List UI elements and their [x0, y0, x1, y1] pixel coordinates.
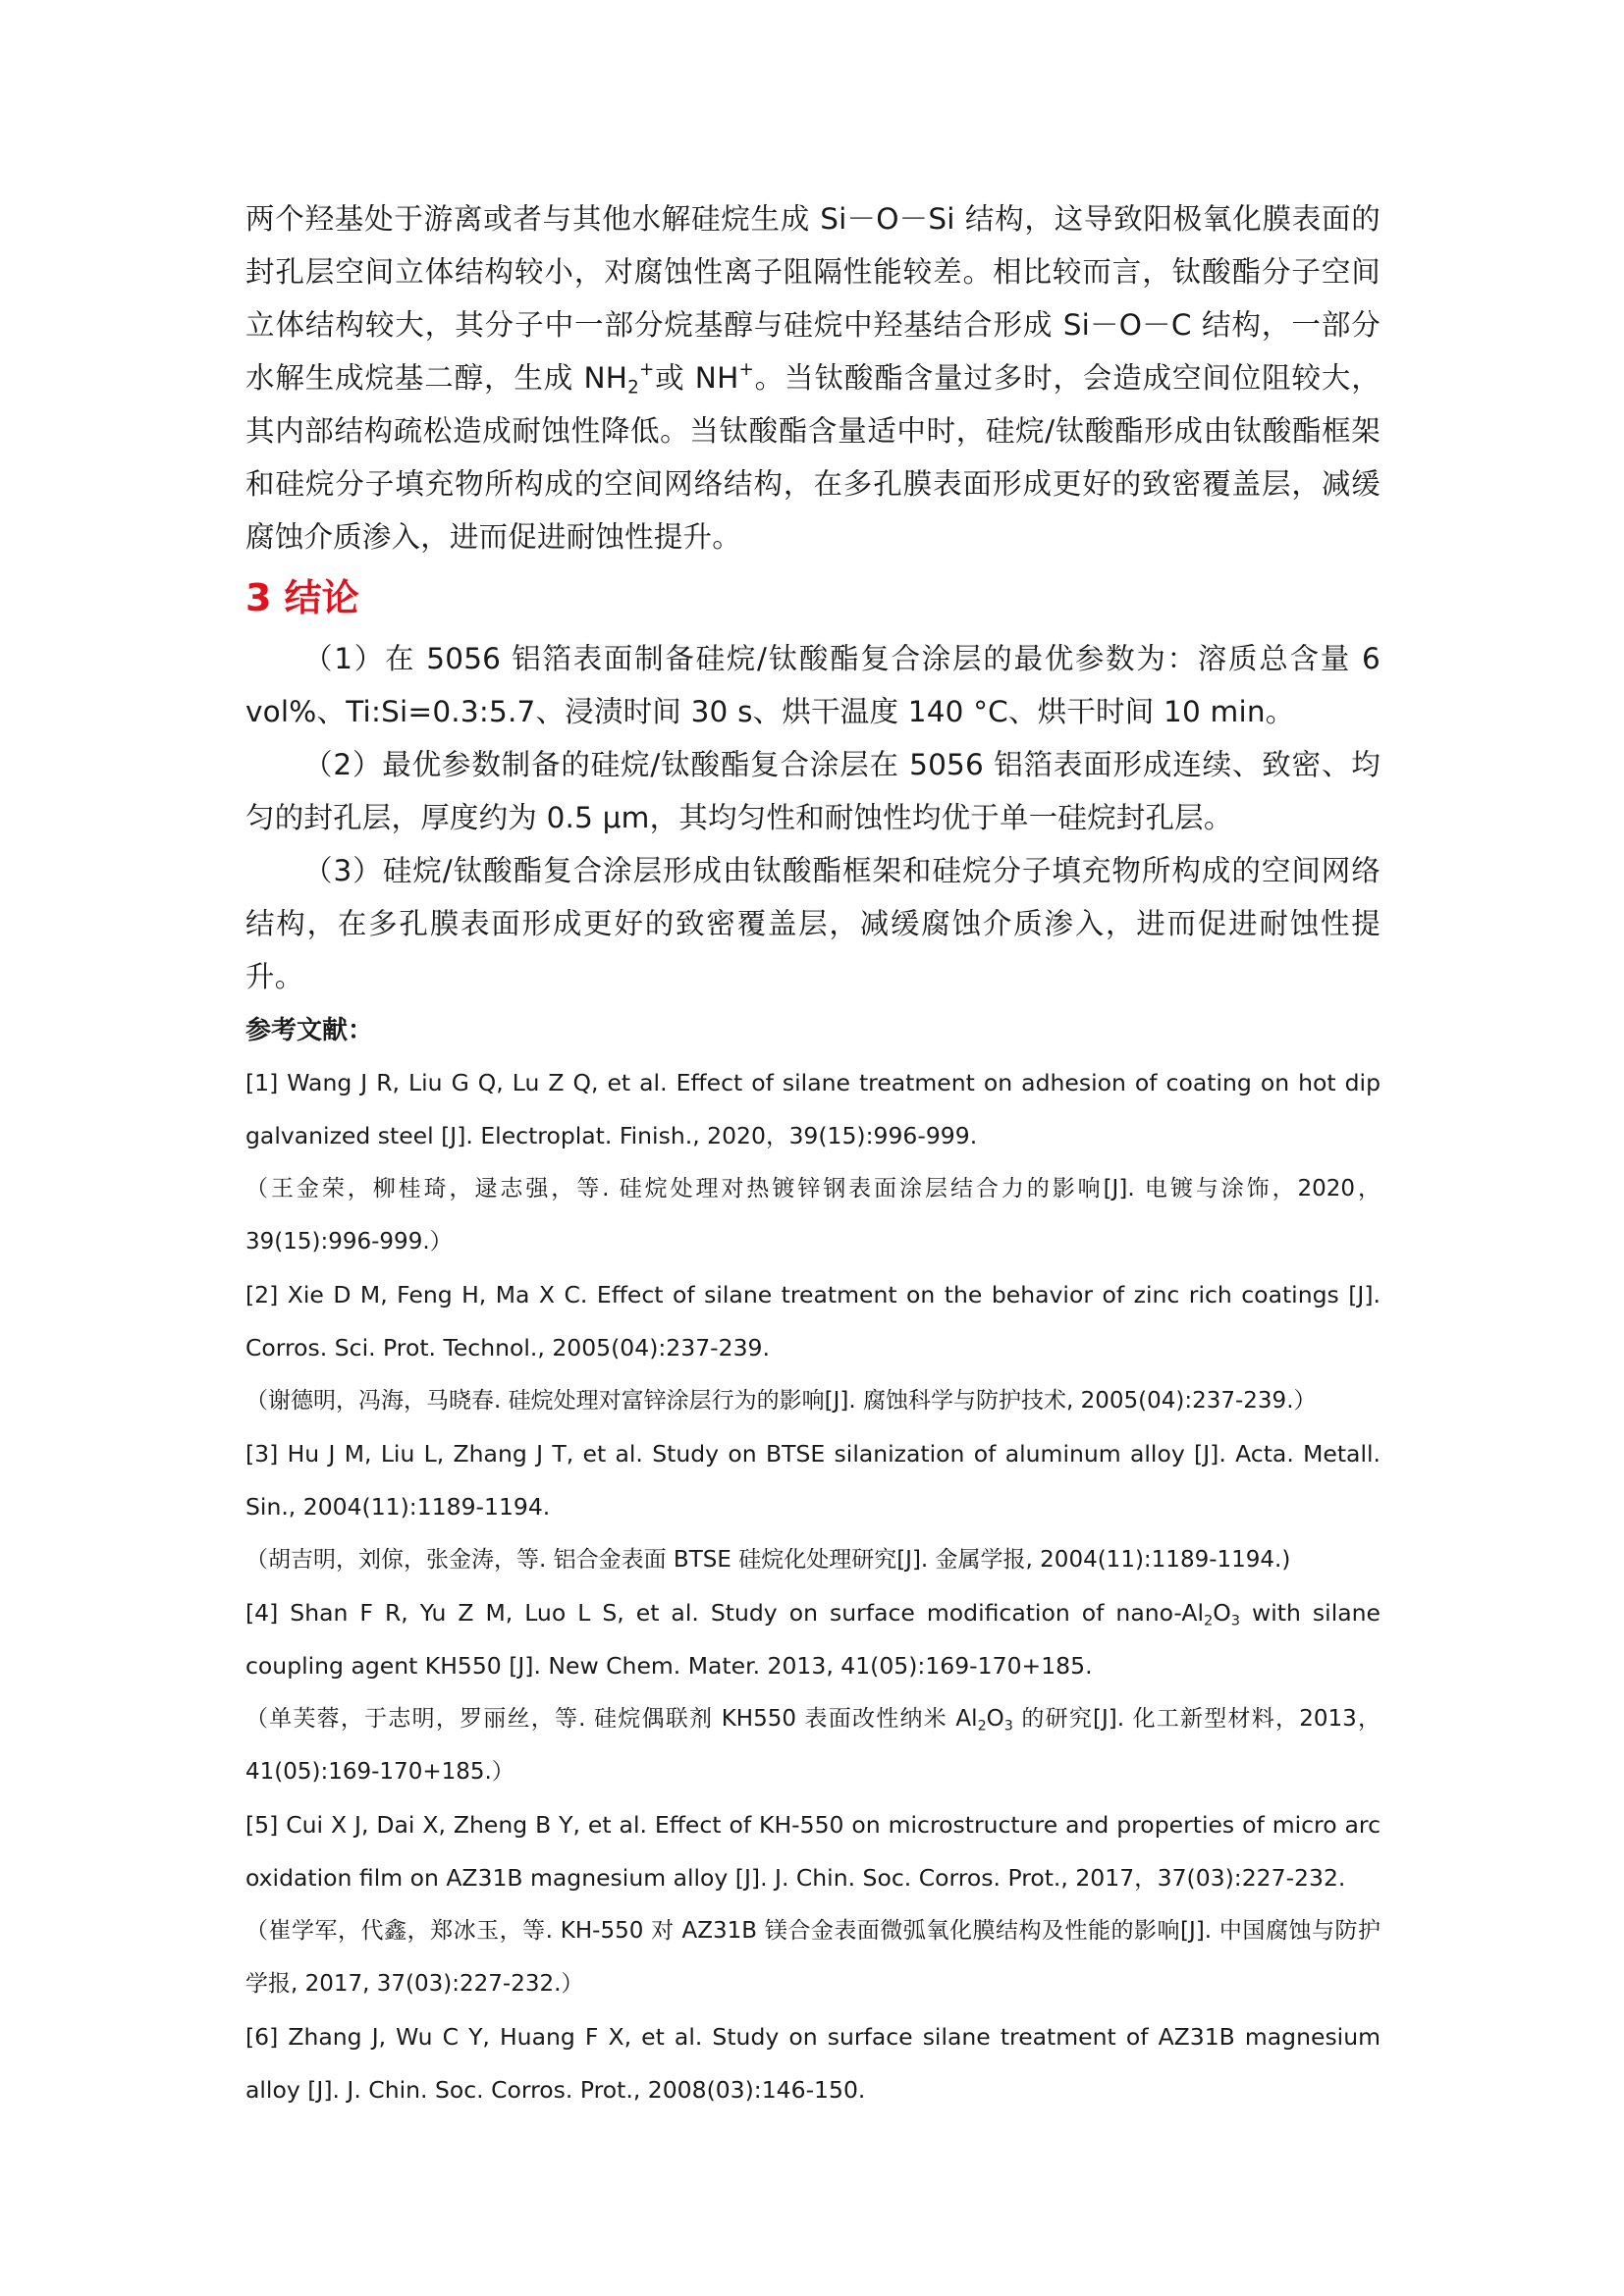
reference-2-en: [2] Xie D M, Feng H, Ma X C. Effect of silane treatment on the behavior of zinc rich coatings [J]. Corros. Sci. Prot. Technol., 2005(04):237-239.: [245, 1281, 1380, 1362]
paper-page: [245, 192, 1380, 2116]
reference-1-en: [1] Wang J R, Liu G Q, Lu Z Q, et al. Effect of silane treatment on adhesion of coating on hot dip galvanized steel [J]. Electroplat. Finish., 2020，39(15):996-999.: [245, 1069, 1380, 1149]
references-title: 参考文献：: [245, 1016, 374, 1045]
subscript: 2: [977, 1718, 987, 1735]
ref4-en-text-b: O: [1213, 1599, 1231, 1627]
conclusion-item-1: （1）在 5056 铝箔表面制备硅烷/钛酸酯复合涂层的最优参数为：溶质总含量 6 vol%、Ti:Si=0.3:5.7、浸渍时间 30 s、烘干温度 140 °C、烘干时间 10 min。: [245, 642, 1380, 728]
subscript: 3: [1230, 1612, 1241, 1629]
ref4-zh-text-c: 的研究[J]. 化工新型材料，2013，41(05):169-170+185.）: [245, 1706, 1380, 1785]
superscript: +: [738, 359, 754, 381]
reference-3-zh: （胡吉明，刘倞，张金涛，等. 铝合金表面 BTSE 硅烷化处理研究[J]. 金属学报, 2004(11):1189-1194.): [245, 1547, 1291, 1573]
conclusion-item-2: （2）最优参数制备的硅烷/钛酸酯复合涂层在 5056 铝箔表面形成连续、致密、均匀的封孔层，厚度约为 0.5 μm，其均匀性和耐蚀性均优于单一硅烷封孔层。: [245, 748, 1380, 834]
reference-5-en: [5] Cui X J, Dai X, Zheng B Y, et al. Effect of KH-550 on microstructure and properties of micro arc oxidation film on AZ31B magnesium alloy [J]. J. Chin. Soc. Corros. Prot., 2017，37(03):227-232.: [245, 1811, 1380, 1892]
reference-6-en: [6] Zhang J, Wu C Y, Huang F X, et al. Study on surface silane treatment of AZ31B magnesium alloy [J]. J. Chin. Soc. Corros. Prot., 2008(03):146-150.: [245, 2023, 1380, 2104]
ref4-zh-text-b: O: [986, 1706, 1004, 1732]
subscript: 3: [1003, 1718, 1013, 1735]
reference-3-en: [3] Hu J M, Liu L, Zhang J T, et al. Study on BTSE silanization of aluminum alloy [J]. Acta. Metall. Sin., 2004(11):1189-1194.: [245, 1440, 1380, 1521]
superscript: +: [638, 359, 655, 381]
intro-section: [245, 192, 1380, 563]
intro-paragraph: [245, 192, 1380, 563]
reference-1-zh: （王金荣，柳桂琦，逯志强，等. 硅烷处理对热镀锌钢表面涂层结合力的影响[J]. 电镀与涂饰，2020，39(15):996-999.）: [245, 1176, 1380, 1255]
subscript: 2: [1204, 1612, 1214, 1629]
reference-5-zh: （崔学军，代鑫，郑冰玉，等. KH-550 对 AZ31B 镁合金表面微弧氧化膜结构及性能的影响[J]. 中国腐蚀与防护学报, 2017, 37(03):227-232.）: [245, 1918, 1380, 1997]
intro-text-b: 或 NH: [654, 361, 739, 395]
references-list: [245, 1056, 1380, 2116]
conclusion-list: [245, 632, 1380, 1003]
intro-text-c: 。当钛酸酯含量过多时，会造成空间位阻较大，其内部结构疏松造成耐蚀性降低。当钛酸酯含量适中时，硅烷/钛酸酯形成由钛酸酯框架和硅烷分子填充物所构成的空间网络结构，在多孔膜表面形成更好的致密覆盖层，减缓腐蚀介质渗入，进而促进耐蚀性提升。: [245, 361, 1381, 554]
ref4-zh-text-a: （单芙蓉，于志明，罗丽丝，等. 硅烷偶联剂 KH550 表面改性纳米 Al: [245, 1706, 978, 1732]
ref4-en-text-c: with silane coupling agent KH550 [J]. New Chem. Mater. 2013, 41(05):169-170+185.: [245, 1599, 1380, 1680]
reference-4-zh: [245, 1692, 1380, 1798]
reference-4-en: [245, 1586, 1380, 1692]
intro-text-a: 两个羟基处于游离或者与其他水解硅烷生成 Si－O－Si 结构，这导致阳极氧化膜表面的封孔层空间立体结构较小，对腐蚀性离子阻隔性能较差。相比较而言，钛酸酯分子空间立体结构较大，其分子中一部分烷基醇与硅烷中羟基结合形成 Si－O－C 结构，一部分水解生成烷基二醇，生成 NH: [245, 202, 1380, 395]
ref4-en-text-a: [4] Shan F R, Yu Z M, Luo L S, et al. Study on surface modification of nano-Al: [245, 1599, 1204, 1627]
reference-2-zh: （谢德明，冯海，马晓春. 硅烷处理对富锌涂层行为的影响[J]. 腐蚀科学与防护技术, 2005(04):237-239.）: [245, 1388, 1317, 1414]
subscript: 2: [627, 377, 639, 399]
section-heading-conclusion: 3 结论: [245, 576, 359, 619]
conclusion-item-3: （3）硅烷/钛酸酯复合涂层形成由钛酸酯框架和硅烷分子填充物所构成的空间网络结构，在多孔膜表面形成更好的致密覆盖层，减缓腐蚀介质渗入，进而促进耐蚀性提升。: [245, 854, 1380, 993]
